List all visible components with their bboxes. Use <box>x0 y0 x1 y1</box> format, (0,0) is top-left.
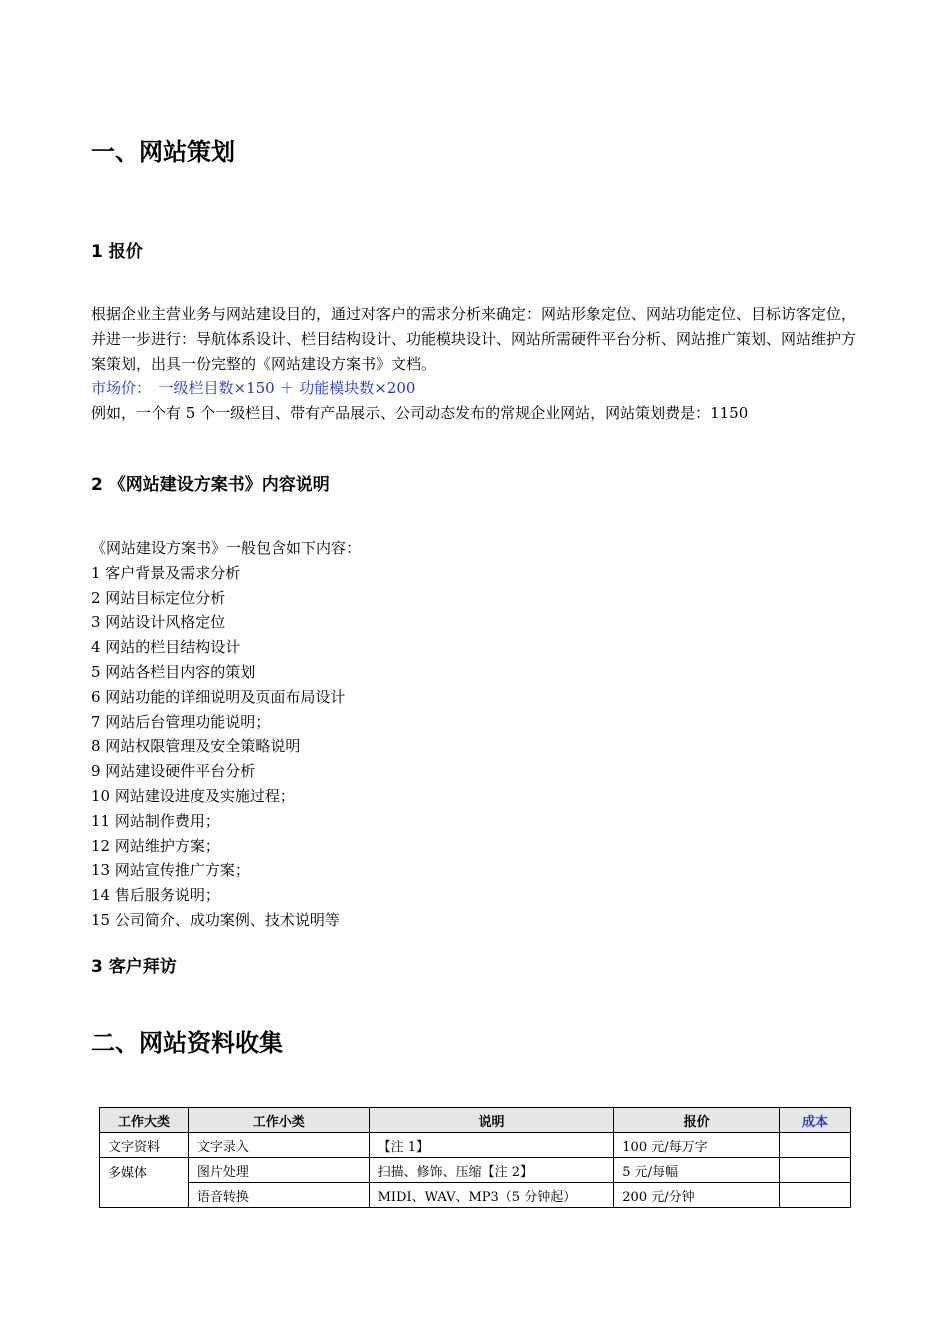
list-item: 4 网站的栏目结构设计 <box>91 638 241 657</box>
list-item: 7 网站后台管理功能说明； <box>91 712 271 731</box>
plan-book-intro: 《网站建设方案书》一般包含如下内容： <box>91 539 362 557</box>
list-item: 12 网站维护方案； <box>91 836 220 855</box>
cell-category: 多媒体 <box>100 1158 189 1208</box>
list-item: 11 网站制作费用； <box>91 811 220 830</box>
list-item: 13 网站宣传推广方案； <box>91 861 250 880</box>
cell-description: 【注 1】 <box>369 1133 614 1158</box>
table-row <box>100 1133 851 1158</box>
cell-subcategory: 图片处理 <box>188 1158 369 1183</box>
quote-paragraph <box>91 302 863 426</box>
list-item: 6 网站功能的详细说明及页面布局设计 <box>91 687 346 706</box>
header-category: 工作大类 <box>100 1108 189 1133</box>
list-item: 8 网站权限管理及安全策略说明 <box>91 737 301 756</box>
cell-cost <box>780 1183 851 1208</box>
table-header-row <box>100 1108 851 1133</box>
list-item: 14 售后服务说明； <box>91 886 220 905</box>
header-subcategory: 工作小类 <box>188 1108 369 1133</box>
cell-price: 100 元/每万字 <box>614 1133 780 1158</box>
cell-cost <box>780 1133 851 1158</box>
subsection-plan-book-title: 2 《网站建设方案书》内容说明 <box>91 475 330 495</box>
header-description: 说明 <box>369 1108 614 1133</box>
cell-cost <box>780 1158 851 1183</box>
section2-title: 二、网站资料收集 <box>91 1029 283 1057</box>
header-cost: 成本 <box>780 1108 851 1133</box>
table-row <box>100 1183 851 1208</box>
market-price-line: 市场价： 一级栏目数×150 ＋ 功能模块数×200 <box>91 379 416 398</box>
list-item: 15 公司简介、成功案例、技术说明等 <box>91 910 340 929</box>
list-item: 2 网站目标定位分析 <box>91 588 226 607</box>
table-row <box>100 1158 851 1183</box>
list-item: 10 网站建设进度及实施过程； <box>91 786 295 805</box>
plan-book-contents <box>91 536 361 933</box>
cell-price: 200 元/分钟 <box>614 1183 780 1208</box>
cell-subcategory: 文字录入 <box>188 1133 369 1158</box>
list-item: 3 网站设计风格定位 <box>91 613 226 632</box>
cell-category: 文字资料 <box>100 1133 189 1158</box>
example-line: 例如，一个有 5 个一级栏目、带有产品展示、公司动态发布的常规企业网站，网站策划费是：1150 <box>91 404 749 423</box>
header-price: 报价 <box>614 1108 780 1133</box>
quote-description: 根据企业主营业务与网站建设目的，通过对客户的需求分析来确定：网站形象定位、网站功能定位、目标访客定位，并进一步进行：导航体系设计、栏目结构设计、功能模块设计、网站所需硬件平台分析、网站推广策划、网站维护方案策划，出具一份完整的《网站建设方案书》文档。 <box>91 305 857 373</box>
cell-description: MIDI、WAV、MP3（5 分钟起） <box>369 1183 614 1208</box>
cell-description: 扫描、修饰、压缩【注 2】 <box>369 1158 614 1183</box>
subsection-client-visit-title: 3 客户拜访 <box>91 957 177 977</box>
subsection-quote-title: 1 报价 <box>91 242 143 262</box>
list-item: 5 网站各栏目内容的策划 <box>91 662 256 681</box>
materials-table <box>99 1107 851 1208</box>
cell-subcategory: 语音转换 <box>188 1183 369 1208</box>
list-item: 9 网站建设硬件平台分析 <box>91 762 256 781</box>
list-item: 1 客户背景及需求分析 <box>91 563 241 582</box>
section1-title: 一、网站策划 <box>91 138 235 166</box>
cell-price: 5 元/每幅 <box>614 1158 780 1183</box>
